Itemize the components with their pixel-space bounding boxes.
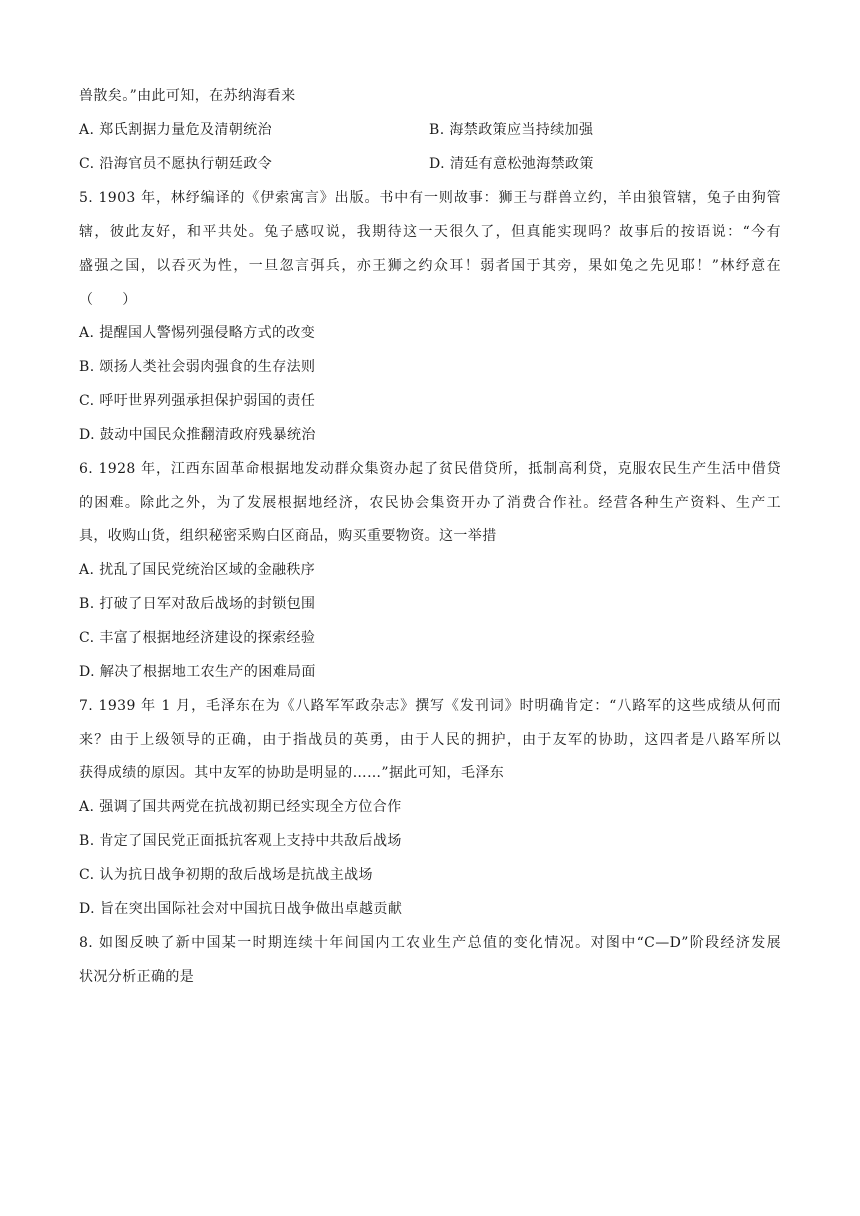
q7-stem-line-2: 来？由于上级领导的正确，由于指战员的英勇，由于人民的拥护，由于友军的协助，这四者是八路军所以 [79, 732, 781, 748]
q5-option-a: A. 提醒国人警惕列强侵略方式的改变 [79, 325, 316, 341]
q5-option-c: C. 呼吁世界列强承担保护弱国的责任 [79, 393, 316, 409]
q8-stem-line-1: 8. 如图反映了新中国某一时期连续十年间国内工农业生产总值的变化情况。对图中“C—D”阶段经济发展 [79, 935, 781, 951]
q7-option-a: A. 强调了国共两党在抗战初期已经实现全方位合作 [79, 799, 402, 815]
q7-stem-line-1: 7. 1939 年 1 月，毛泽东在为《八路军军政杂志》撰写《发刊词》时明确肯定：“八路军的这些成绩从何而 [79, 698, 781, 714]
q8-stem-line-2: 状况分析正确的是 [79, 969, 195, 985]
q6-option-d: D. 解决了根据地工农生产的困难局面 [79, 664, 316, 680]
q6-option-a: A. 扰乱了国民党统治区域的金融秩序 [79, 562, 316, 578]
q6-stem-line-1: 6. 1928 年，江西东固革命根据地发动群众集资办起了贫民借贷所，抵制高利贷，克服农民生产生活中借贷 [79, 461, 781, 477]
q4-option-b: B. 海禁政策应当持续加强 [429, 122, 594, 138]
q7-option-d: D. 旨在突出国际社会对中国抗日战争做出卓越贡献 [79, 901, 403, 917]
q4-option-d: D. 清廷有意松弛海禁政策 [429, 156, 594, 172]
q6-stem-line-2: 的困难。除此之外，为了发展根据地经济，农民协会集资开办了消费合作社。经营各种生产资料、生产工 [79, 495, 781, 511]
q5-stem-line-1: 5. 1903 年，林纾编译的《伊索寓言》出版。书中有一则故事：狮王与群兽立约，羊由狼管辖，兔子由狗管 [79, 190, 781, 206]
q6-option-b: B. 打破了日军对敌后战场的封锁包围 [79, 596, 316, 612]
q6-stem-line-3: 具，收购山货，组织秘密采购白区商品，购买重要物资。这一举措 [79, 528, 497, 544]
q4-stem-tail: 兽散矣。”由此可知，在苏纳海看来 [79, 88, 296, 104]
q4-option-a: A. 郑氏割据力量危及清朝统治 [79, 122, 273, 138]
q4-option-c: C. 沿海官员不愿执行朝廷政令 [79, 156, 273, 172]
q5-stem-line-3: 盛强之国，以吞灭为性，一旦忽言弭兵，亦王狮之约众耳！弱者国于其旁，果如兔之先见耶！”林纾意在 [79, 258, 781, 274]
q7-option-c: C. 认为抗日战争初期的敌后战场是抗战主战场 [79, 867, 373, 883]
q6-option-c: C. 丰富了根据地经济建设的探索经验 [79, 630, 316, 646]
q5-option-b: B. 颂扬人类社会弱肉强食的生存法则 [79, 359, 316, 375]
q7-stem-line-3: 获得成绩的原因。其中友军的协助是明显的……”据此可知，毛泽东 [79, 765, 505, 781]
q5-answer-blank: （ ） [79, 292, 137, 308]
q5-stem-line-2: 辖，彼此友好，和平共处。兔子感叹说，我期待这一天很久了，但真能实现吗？故事后的按语说：“今有 [79, 224, 781, 240]
q7-option-b: B. 肯定了国民党正面抵抗客观上支持中共敌后战场 [79, 833, 402, 849]
q5-option-d: D. 鼓动中国民众推翻清政府残暴统治 [79, 427, 316, 443]
